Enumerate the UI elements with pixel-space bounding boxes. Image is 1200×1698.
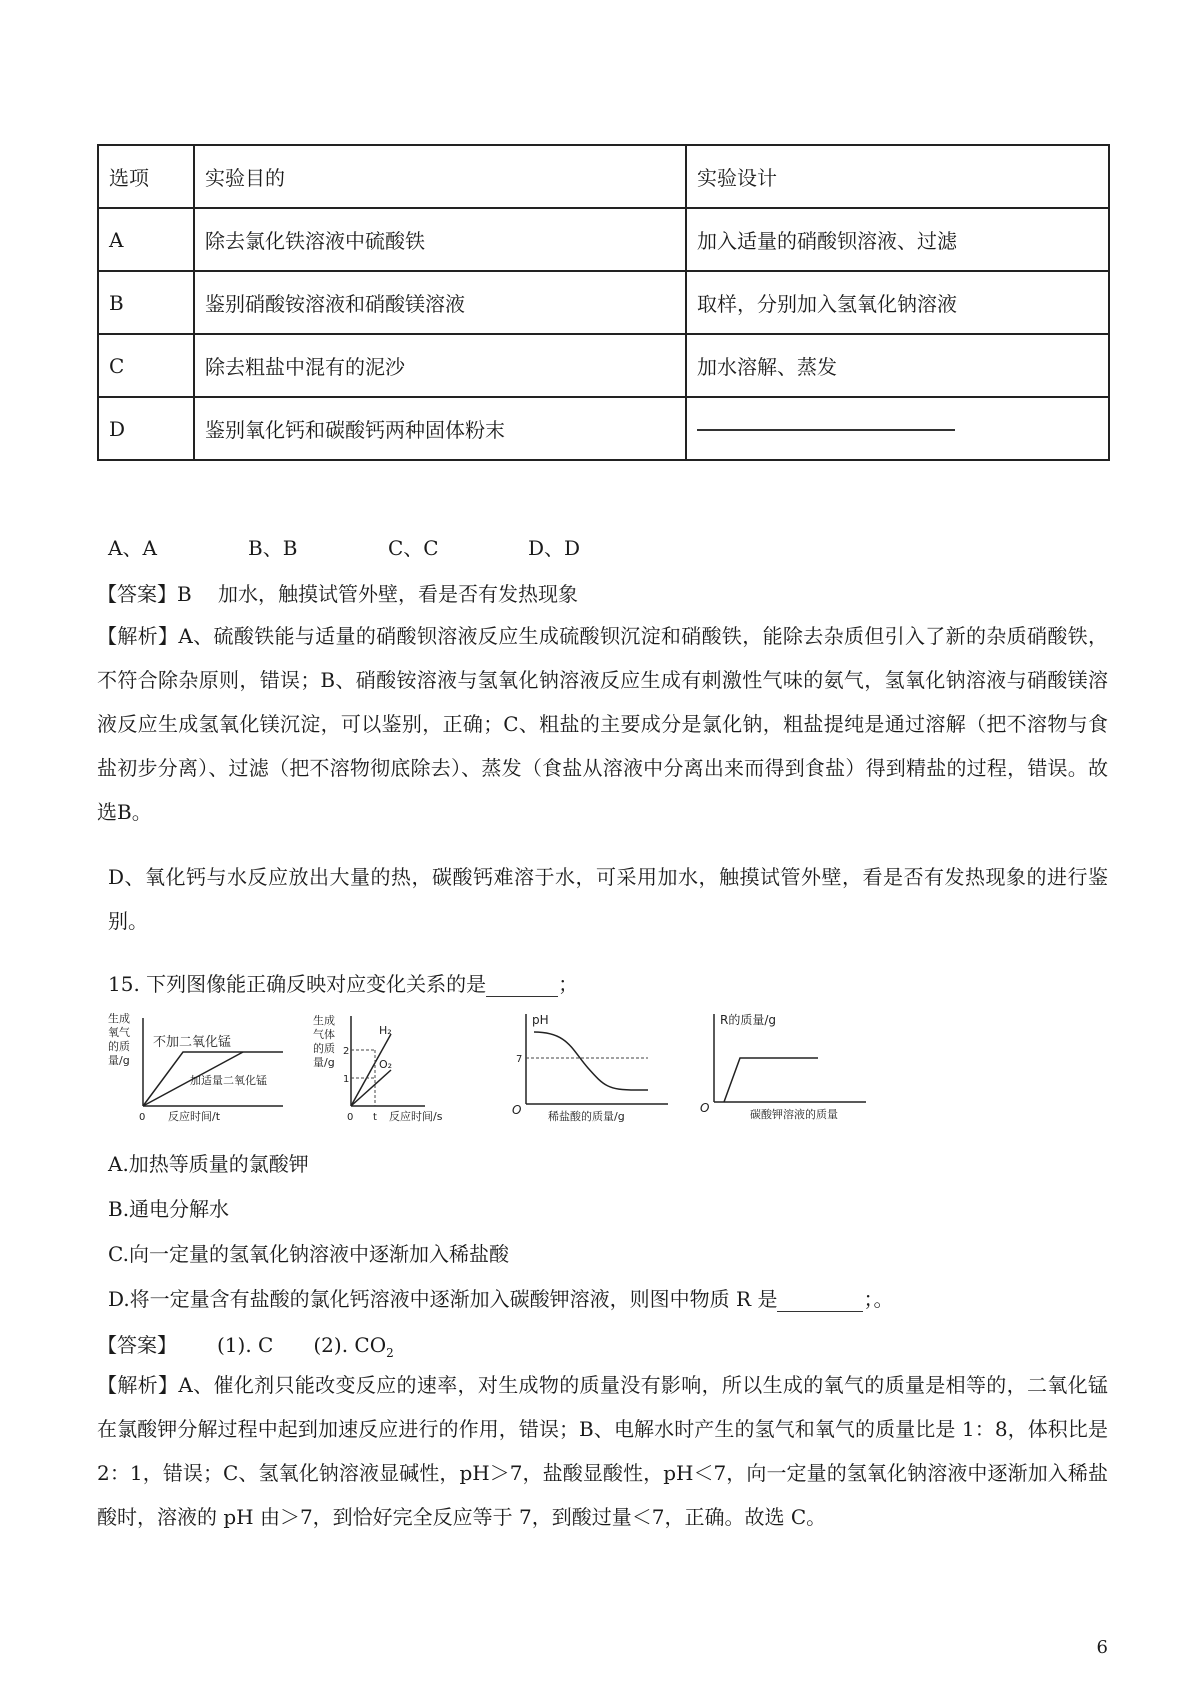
- analysis-text: A、硫酸铁能与适量的硝酸钡溶液反应生成硫酸钡沉淀和硝酸铁，能除去杂质但引入了新的杂质硝酸铁，不符合除杂原则，错误；B、硝酸铵溶液与氢氧化钠溶液反应生成有刺激性气味的氨气，氢氧化钠溶液与硝酸镁溶液反应生成氢氧化镁沉淀，可以鉴别，正确；C、粗盐的主要成分是氯化钠，粗盐提纯是通过溶解（把不溶物与食盐初步分离）、过滤（把不溶物彻底除去）、蒸发（食盐从溶液中分离出来而得到食盐）得到精盐的过程，错误。故选B。: [97, 624, 1108, 824]
- graph-c: [508, 1010, 678, 1122]
- graph-a-ylabel: 氧气: [108, 1026, 130, 1039]
- row-option: C: [98, 334, 194, 397]
- row-goal: 除去氯化铁溶液中硫酸铁: [194, 208, 686, 271]
- header-goal: 实验目的: [194, 145, 686, 208]
- q15-stem-end: ；: [558, 972, 579, 996]
- graph-b-ylabel: 量/g: [313, 1056, 335, 1069]
- answer-subscript: 2: [386, 1346, 394, 1360]
- q15-r-blank[interactable]: [777, 1287, 863, 1312]
- answer-text: B 加水，触摸试管外壁，看是否有发热现象: [177, 582, 579, 606]
- graph-b: [313, 1010, 483, 1122]
- table-row: [98, 397, 1109, 460]
- graph-a-curve-label: 加适量二氧化锰: [190, 1074, 267, 1087]
- answer-part-2: (2). CO: [313, 1333, 387, 1357]
- graph-a-ylabel: 的质: [108, 1040, 130, 1053]
- graph-a: [108, 1010, 298, 1122]
- row-option: A: [98, 208, 194, 271]
- graph-d: [690, 1010, 870, 1122]
- q14-choices: [108, 532, 668, 561]
- row-option: B: [98, 271, 194, 334]
- q15-stem-text: 15. 下列图像能正确反映对应变化关系的是: [108, 972, 487, 996]
- row-goal: 鉴别氧化钙和碳酸钙两种固体粉末: [194, 397, 686, 460]
- graph-a-curve-label: 不加二氧化锰: [153, 1035, 232, 1050]
- header-design: 实验设计: [686, 145, 1109, 208]
- q15-option-d-text: D.将一定量含有盐酸的氯化钙溶液中逐渐加入碳酸钾溶液，则图中物质 R 是: [108, 1287, 778, 1311]
- analysis-label: 【解析】: [97, 624, 179, 648]
- q15-analysis: [97, 1363, 1108, 1539]
- q15-option-d-end: ；。: [863, 1287, 894, 1311]
- choice-d: D、D: [528, 536, 581, 560]
- q15-stem: [108, 968, 578, 997]
- table-header-row: [98, 145, 1109, 208]
- q15-option-b: B.通电分解水: [108, 1197, 230, 1221]
- q14-analysis-extra: D、氧化钙与水反应放出大量的热，碳酸钙难溶于水，可采用加水，触摸试管外壁，看是否有发热现象的进行鉴别。: [108, 865, 1108, 933]
- graph-d-xlabel: 碳酸钾溶液的质量: [750, 1108, 838, 1121]
- analysis-text: A、催化剂只能改变反应的速率，对生成物的质量没有影响，所以生成的氧气的质量是相等的，二氧化锰在氯酸钾分解过程中起到加速反应进行的作用，错误；B、电解水时产生的氢气和氧气的质量比是 1：8，体积比是 2：1，错误；C、氢氧化钠溶液显碱性，pH＞7，盐酸显酸性，pH＜7，向一定量的氢氧化钠溶液中逐渐加入稀盐酸时，溶液的 pH 由＞7，到恰好完全反应等于 7，到酸过量＜7，正确。故选 C。: [97, 1373, 1108, 1529]
- experiment-table: [97, 144, 1110, 461]
- graph-d-curve: [724, 1058, 818, 1102]
- q15-answer-blank[interactable]: [486, 972, 558, 997]
- row-goal: 鉴别硝酸铵溶液和硝酸镁溶液: [194, 271, 686, 334]
- graph-b-curve-label: H₂: [379, 1024, 392, 1037]
- q15-option-a: A.加热等质量的氯酸钾: [108, 1152, 309, 1176]
- graph-c-tick: 7: [516, 1054, 523, 1065]
- graph-c-ylabel: pH: [532, 1013, 549, 1027]
- q15-option-d: [108, 1283, 893, 1312]
- graph-a-ylabel: 生成: [108, 1012, 130, 1025]
- graph-b-tick: 0: [347, 1112, 354, 1122]
- graph-b-xlabel: 反应时间/s: [389, 1110, 443, 1122]
- row-option: D: [98, 397, 194, 460]
- table-row: [98, 271, 1109, 334]
- graph-b-tick: 1: [343, 1074, 350, 1085]
- graph-b-ylabel: 的质: [313, 1042, 335, 1055]
- choice-c: C、C: [388, 536, 439, 560]
- q15-answer: [97, 1329, 394, 1360]
- graph-b-tick: t: [373, 1112, 377, 1122]
- q15-option-c: C.向一定量的氢氧化钠溶液中逐渐加入稀盐酸: [108, 1242, 509, 1266]
- graph-b-line-o2: [351, 1070, 391, 1106]
- table-row: [98, 208, 1109, 271]
- q14-answer: [97, 578, 578, 607]
- graph-a-ylabel: 量/g: [108, 1054, 130, 1067]
- header-option: 选项: [98, 145, 194, 208]
- answer-label: 【答案】: [97, 582, 177, 606]
- graph-a-xlabel: 反应时间/t: [168, 1110, 221, 1122]
- graph-b-tick: 2: [343, 1046, 350, 1057]
- row-design-blank: [686, 397, 1109, 460]
- table-row: [98, 334, 1109, 397]
- analysis-label: 【解析】: [97, 1373, 179, 1397]
- choice-a: A、A: [108, 536, 157, 560]
- row-design: 加水溶解、蒸发: [686, 334, 1109, 397]
- graph-b-curve-label: O₂: [379, 1058, 393, 1071]
- graph-d-ylabel: R的质量/g: [720, 1013, 776, 1027]
- answer-label: 【答案】: [97, 1333, 177, 1357]
- graph-b-ylabel: 生成: [313, 1014, 335, 1027]
- graph-c-xlabel: 稀盐酸的质量/g: [548, 1110, 625, 1122]
- row-design: 取样，分别加入氢氧化钠溶液: [686, 271, 1109, 334]
- q14-analysis: [97, 614, 1108, 834]
- answer-part-1: (1). C: [217, 1333, 274, 1357]
- graph-a-tick: 0: [139, 1112, 146, 1122]
- blank-dash-line: [697, 429, 955, 431]
- q15-graphs: [108, 1010, 873, 1122]
- graph-b-ylabel: 气体: [313, 1028, 335, 1041]
- choice-b: B、B: [248, 536, 298, 560]
- row-design: 加入适量的硝酸钡溶液、过滤: [686, 208, 1109, 271]
- graph-c-curve: [534, 1032, 648, 1090]
- graph-d-origin: O: [700, 1101, 710, 1115]
- row-goal: 除去粗盐中混有的泥沙: [194, 334, 686, 397]
- page-number: 6: [1096, 1637, 1108, 1658]
- graph-c-origin: O: [512, 1103, 522, 1117]
